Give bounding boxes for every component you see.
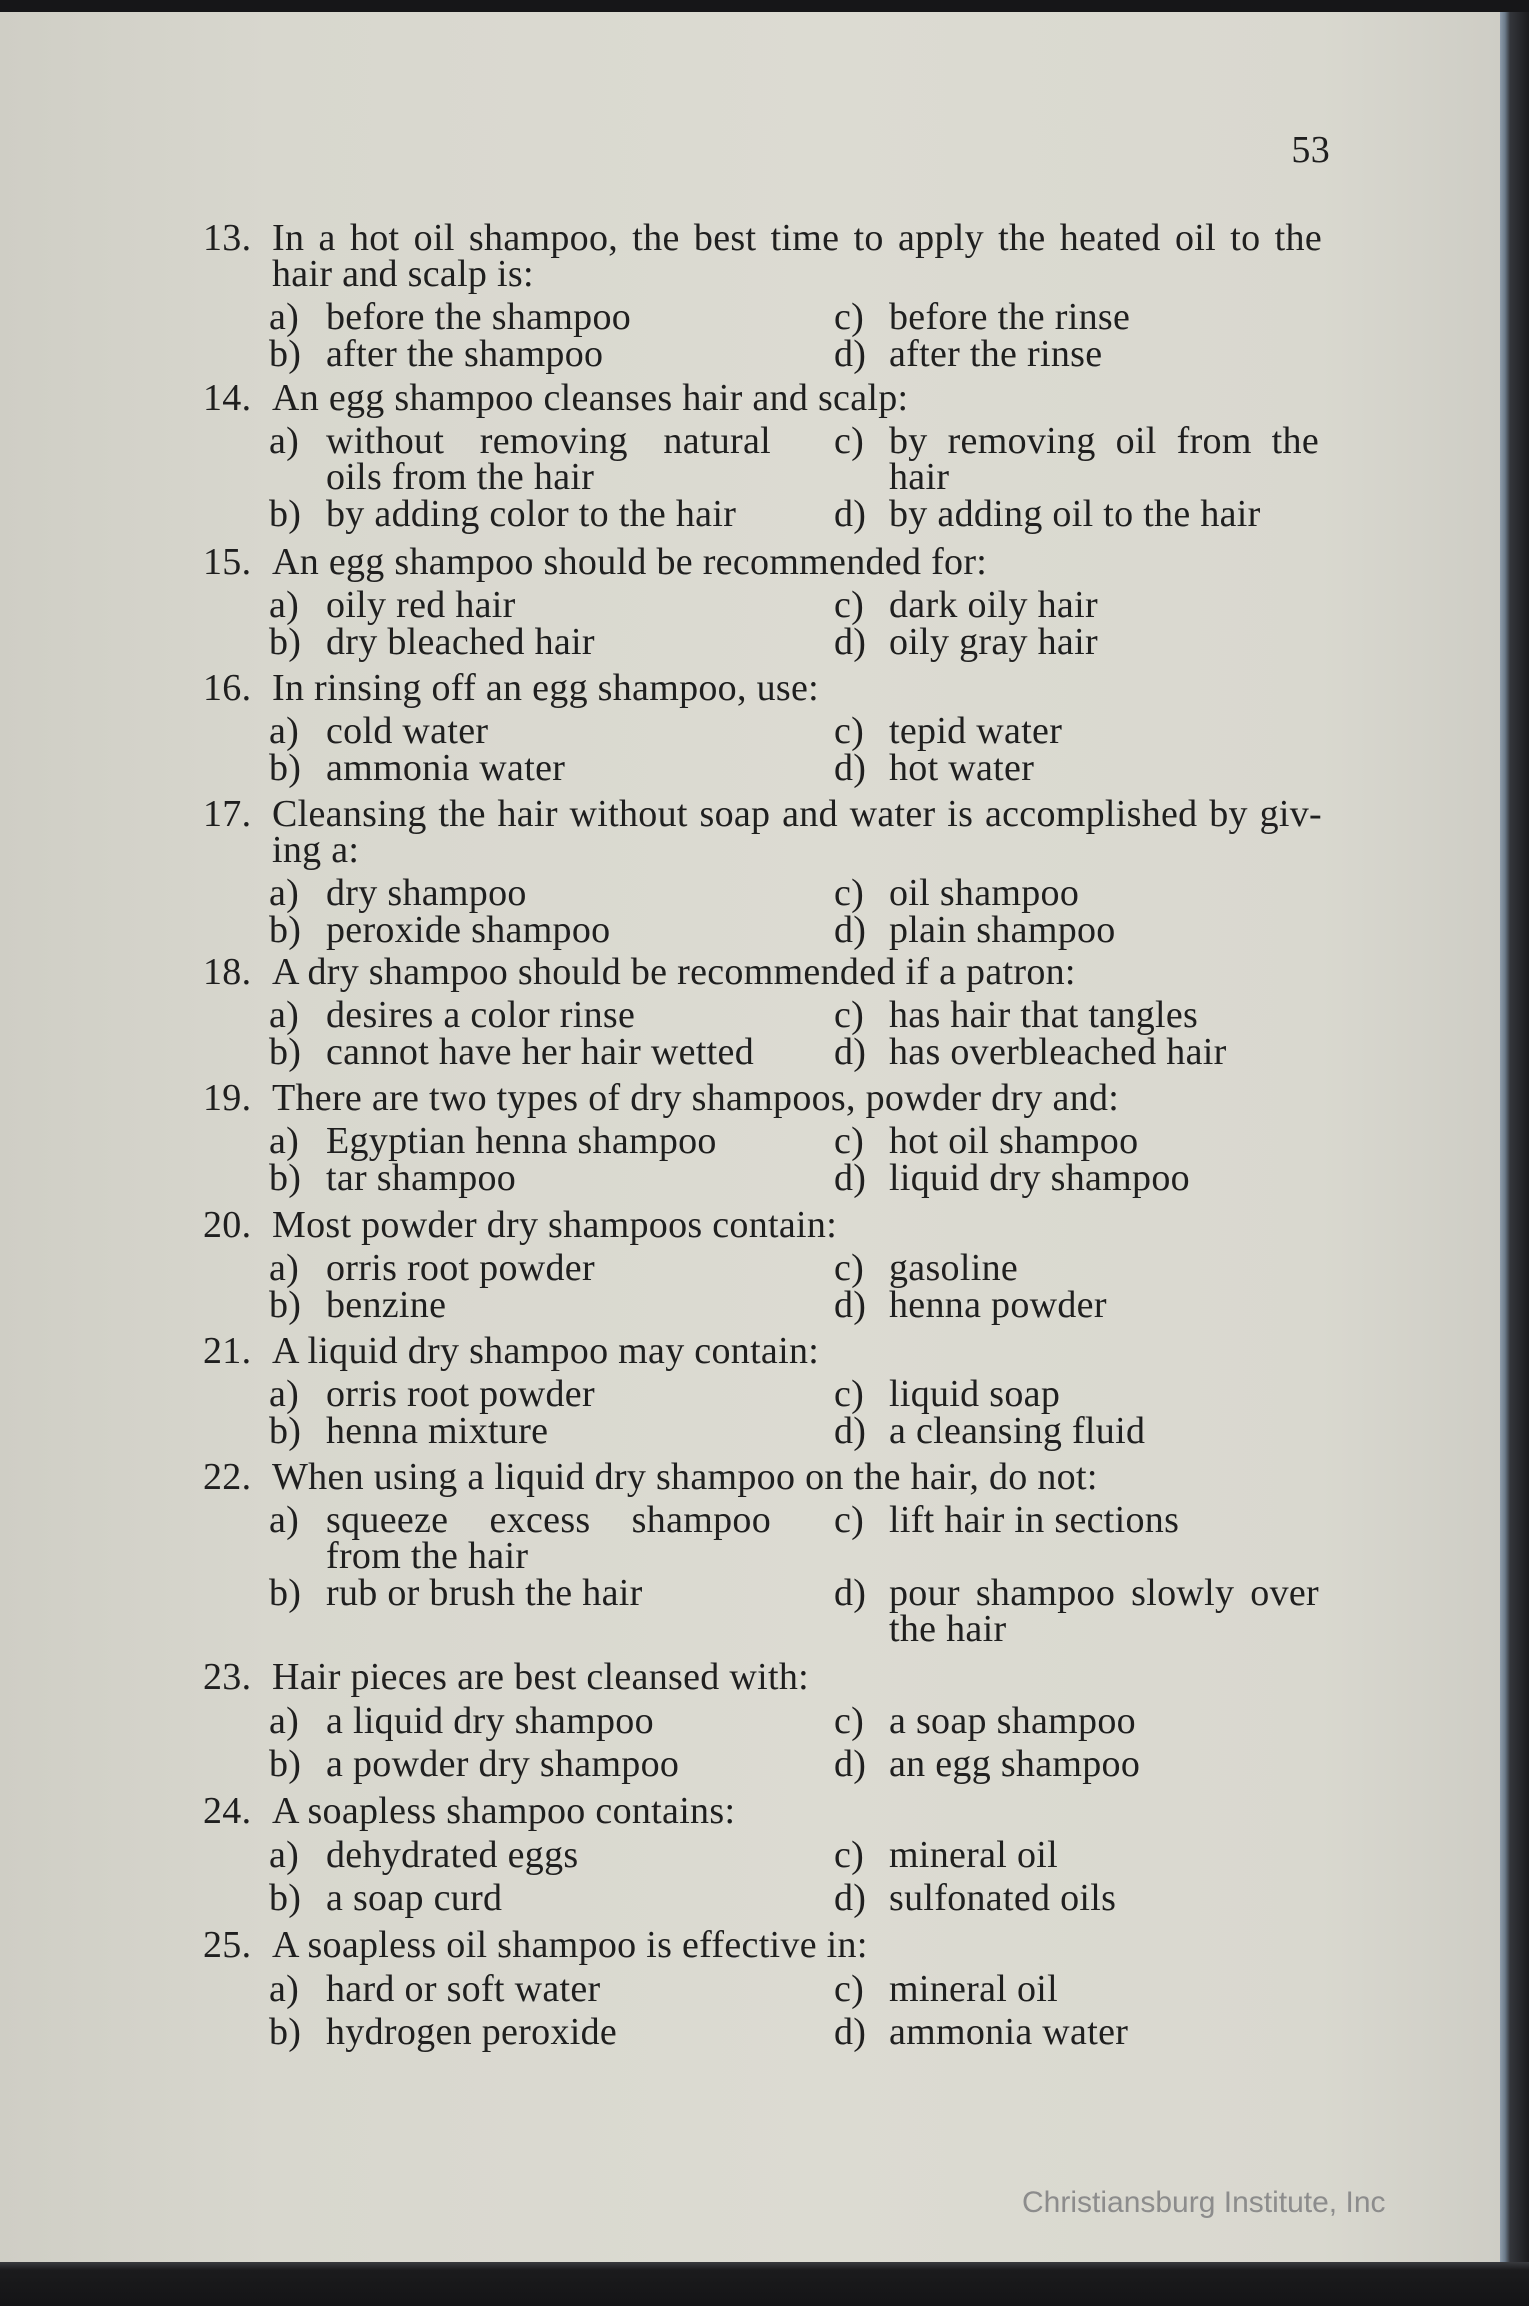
option-text: dehydrated eggs <box>326 1834 579 1876</box>
question-stem: In rinsing off an egg shampoo, use: <box>272 667 819 709</box>
answer-options <box>269 1247 1333 1326</box>
option-text: hydrogen peroxide <box>326 2011 618 2053</box>
option-letter: b) <box>269 1031 302 1073</box>
question-stem: There are two types of dry shampoos, powder dry and: <box>272 1077 1120 1119</box>
option-b <box>269 1284 834 1326</box>
question-stem: An egg shampoo should be recommended for: <box>272 541 988 583</box>
option-letter: d) <box>834 747 867 789</box>
option-letter: a) <box>269 1499 300 1541</box>
option-letter: b) <box>269 493 302 535</box>
answer-options <box>269 1834 1333 1919</box>
top-page-shadow <box>0 0 1529 12</box>
answer-options <box>269 296 1333 375</box>
option-text: cannot have her hair wetted <box>326 1031 755 1073</box>
option-text: oily red hair <box>326 584 516 626</box>
question-number: 21. <box>203 1330 252 1372</box>
answer-options <box>269 1373 1333 1452</box>
question-23 <box>203 1656 1333 1785</box>
option-c <box>834 584 1319 626</box>
option-text: a soap shampoo <box>889 1700 1136 1742</box>
option-letter: d) <box>834 2011 867 2053</box>
option-d <box>834 1743 1319 1785</box>
option-letter: d) <box>834 1157 867 1199</box>
option-text: dry shampoo <box>326 872 527 914</box>
option-d <box>834 1877 1319 1919</box>
option-text: lift hair in sections <box>889 1499 1180 1541</box>
option-text: squeeze excess shampoo from the hair <box>326 1499 771 1577</box>
option-d <box>834 333 1319 375</box>
option-letter: d) <box>834 1877 867 1919</box>
option-a <box>269 1120 834 1162</box>
question-stem: When using a liquid dry shampoo on the hair, do not: <box>272 1456 1098 1498</box>
option-c <box>834 420 1319 498</box>
option-a <box>269 296 834 338</box>
option-text: after the rinse <box>889 333 1103 375</box>
option-text: henna powder <box>889 1284 1107 1326</box>
question-18 <box>203 951 1333 1073</box>
option-text: has overbleached hair <box>889 1031 1227 1073</box>
option-letter: d) <box>834 333 867 375</box>
option-b <box>269 747 834 789</box>
option-b <box>269 1877 834 1919</box>
option-text: mineral oil <box>889 1968 1058 2010</box>
option-letter: a) <box>269 1247 300 1289</box>
option-text: by adding color to the hair <box>326 493 737 535</box>
option-b <box>269 493 834 535</box>
option-letter: c) <box>834 1499 865 1541</box>
option-c <box>834 1120 1319 1162</box>
option-b <box>269 1410 834 1452</box>
option-text: before the rinse <box>889 296 1131 338</box>
option-letter: c) <box>834 994 865 1036</box>
answer-options <box>269 420 1333 535</box>
option-text: oily gray hair <box>889 621 1098 663</box>
option-text: pour shampoo slowly over the hair <box>889 1572 1319 1650</box>
option-text: by removing oil from the hair <box>889 420 1319 498</box>
option-letter: b) <box>269 1157 302 1199</box>
question-stem: A soapless oil shampoo is effective in: <box>272 1924 868 1966</box>
option-letter: b) <box>269 1410 302 1452</box>
option-a <box>269 1968 834 2010</box>
question-number: 17. <box>203 793 252 835</box>
option-a <box>269 994 834 1036</box>
option-text: after the shampoo <box>326 333 604 375</box>
option-b <box>269 1157 834 1199</box>
option-letter: a) <box>269 1700 300 1742</box>
option-letter: b) <box>269 1877 302 1919</box>
option-text: rub or brush the hair <box>326 1572 643 1614</box>
option-letter: c) <box>834 420 865 462</box>
option-a <box>269 1499 834 1577</box>
option-text: benzine <box>326 1284 447 1326</box>
option-text: gasoline <box>889 1247 1019 1289</box>
option-b <box>269 1743 834 1785</box>
option-text: liquid soap <box>889 1373 1061 1415</box>
option-d <box>834 1157 1319 1199</box>
option-d <box>834 1572 1319 1650</box>
option-text: desires a color rinse <box>326 994 636 1036</box>
option-text: tepid water <box>889 710 1063 752</box>
question-number: 18. <box>203 951 252 993</box>
option-letter: d) <box>834 1031 867 1073</box>
option-c <box>834 1834 1319 1876</box>
question-number: 14. <box>203 377 252 419</box>
option-d <box>834 1031 1319 1073</box>
option-text: hot water <box>889 747 1035 789</box>
question-stem: In a hot oil shampoo, the best time to apply the heated oil to the hair and scalp is: <box>272 217 1322 295</box>
page-number: 53 <box>1291 129 1330 171</box>
option-c <box>834 1700 1319 1742</box>
question-14 <box>203 377 1333 535</box>
question-number: 19. <box>203 1077 252 1119</box>
option-letter: c) <box>834 1700 865 1742</box>
option-letter: c) <box>834 1834 865 1876</box>
option-d <box>834 747 1319 789</box>
option-a <box>269 872 834 914</box>
option-a <box>269 420 834 498</box>
option-letter: c) <box>834 296 865 338</box>
question-24 <box>203 1790 1333 1919</box>
option-letter: b) <box>269 1572 302 1614</box>
answer-options <box>269 710 1333 789</box>
option-letter: c) <box>834 872 865 914</box>
question-stem: Cleansing the hair without soap and water is accomplished by giv-ing a: <box>272 793 1322 871</box>
question-20 <box>203 1204 1333 1326</box>
option-a <box>269 1247 834 1289</box>
option-letter: a) <box>269 1968 300 2010</box>
option-text: without removing natural oils from the hair <box>326 420 771 498</box>
option-c <box>834 994 1319 1036</box>
option-letter: c) <box>834 1120 865 1162</box>
option-b <box>269 2011 834 2053</box>
option-text: a liquid dry shampoo <box>326 1700 654 1742</box>
option-text: has hair that tangles <box>889 994 1199 1036</box>
option-letter: a) <box>269 994 300 1036</box>
option-text: Egyptian henna shampoo <box>326 1120 717 1162</box>
question-16 <box>203 667 1333 789</box>
question-19 <box>203 1077 1333 1199</box>
option-c <box>834 1968 1319 2010</box>
option-letter: d) <box>834 1284 867 1326</box>
option-text: hot oil shampoo <box>889 1120 1139 1162</box>
option-text: by adding oil to the hair <box>889 493 1261 535</box>
option-letter: a) <box>269 1120 300 1162</box>
question-17 <box>203 793 1333 951</box>
question-number: 24. <box>203 1790 252 1832</box>
option-d <box>834 621 1319 663</box>
option-text: sulfonated oils <box>889 1877 1117 1919</box>
question-number: 25. <box>203 1924 252 1966</box>
option-text: dark oily hair <box>889 584 1098 626</box>
question-22 <box>203 1456 1333 1650</box>
option-c <box>834 1373 1319 1415</box>
option-a <box>269 1834 834 1876</box>
option-letter: b) <box>269 621 302 663</box>
option-letter: b) <box>269 909 302 951</box>
option-text: henna mixture <box>326 1410 549 1452</box>
option-b <box>269 1031 834 1073</box>
option-a <box>269 584 834 626</box>
question-number: 20. <box>203 1204 252 1246</box>
option-d <box>834 1284 1319 1326</box>
option-letter: a) <box>269 584 300 626</box>
question-21 <box>203 1330 1333 1452</box>
option-letter: b) <box>269 1284 302 1326</box>
option-d <box>834 493 1319 535</box>
option-letter: d) <box>834 909 867 951</box>
option-text: orris root powder <box>326 1373 595 1415</box>
question-stem: A dry shampoo should be recommended if a patron: <box>272 951 1076 993</box>
option-text: orris root powder <box>326 1247 595 1289</box>
option-c <box>834 296 1319 338</box>
option-letter: b) <box>269 333 302 375</box>
question-25 <box>203 1924 1333 2053</box>
option-letter: c) <box>834 584 865 626</box>
option-text: ammonia water <box>889 2011 1129 2053</box>
option-text: mineral oil <box>889 1834 1058 1876</box>
option-letter: c) <box>834 1968 865 2010</box>
question-number: 13. <box>203 217 252 259</box>
question-number: 15. <box>203 541 252 583</box>
option-letter: b) <box>269 747 302 789</box>
option-text: an egg shampoo <box>889 1743 1141 1785</box>
question-stem: Most powder dry shampoos contain: <box>272 1204 838 1246</box>
option-letter: b) <box>269 1743 302 1785</box>
option-text: a soap curd <box>326 1877 503 1919</box>
answer-options <box>269 1968 1333 2053</box>
option-letter: a) <box>269 296 300 338</box>
option-b <box>269 333 834 375</box>
option-c <box>834 710 1319 752</box>
option-text: liquid dry shampoo <box>889 1157 1190 1199</box>
option-text: cold water <box>326 710 489 752</box>
option-c <box>834 1247 1319 1289</box>
option-letter: d) <box>834 621 867 663</box>
question-number: 16. <box>203 667 252 709</box>
option-letter: a) <box>269 1373 300 1415</box>
option-letter: a) <box>269 1834 300 1876</box>
option-d <box>834 909 1319 951</box>
option-letter: d) <box>834 1743 867 1785</box>
answer-options <box>269 1120 1333 1199</box>
answer-options <box>269 994 1333 1073</box>
option-letter: d) <box>834 493 867 535</box>
question-stem: A liquid dry shampoo may contain: <box>272 1330 820 1372</box>
answer-options <box>269 1700 1333 1785</box>
question-stem: An egg shampoo cleanses hair and scalp: <box>272 377 909 419</box>
option-text: a powder dry shampoo <box>326 1743 680 1785</box>
option-text: hard or soft water <box>326 1968 601 2010</box>
option-a <box>269 1700 834 1742</box>
option-d <box>834 2011 1319 2053</box>
option-text: a cleansing fluid <box>889 1410 1146 1452</box>
page-bottom-edge <box>0 2262 1529 2306</box>
option-letter: a) <box>269 710 300 752</box>
question-number: 23. <box>203 1656 252 1698</box>
option-letter: a) <box>269 872 300 914</box>
option-text: peroxide shampoo <box>326 909 611 951</box>
option-c <box>834 872 1319 914</box>
answer-options <box>269 1499 1333 1650</box>
question-stem: Hair pieces are best cleansed with: <box>272 1656 809 1698</box>
option-text: dry bleached hair <box>326 621 595 663</box>
option-c <box>834 1499 1319 1541</box>
option-text: tar shampoo <box>326 1157 517 1199</box>
option-b <box>269 621 834 663</box>
option-letter: c) <box>834 710 865 752</box>
option-a <box>269 710 834 752</box>
option-b <box>269 909 834 951</box>
watermark: Christiansburg Institute, Inc <box>1022 2186 1386 2219</box>
option-d <box>834 1410 1319 1452</box>
option-text: plain shampoo <box>889 909 1116 951</box>
option-text: oil shampoo <box>889 872 1080 914</box>
option-letter: c) <box>834 1373 865 1415</box>
answer-options <box>269 872 1333 951</box>
option-text: ammonia water <box>326 747 566 789</box>
option-b <box>269 1572 834 1614</box>
option-letter: d) <box>834 1572 867 1614</box>
option-letter: d) <box>834 1410 867 1452</box>
option-letter: b) <box>269 2011 302 2053</box>
option-letter: c) <box>834 1247 865 1289</box>
answer-options <box>269 584 1333 663</box>
question-stem: A soapless shampoo contains: <box>272 1790 736 1832</box>
option-text: before the shampoo <box>326 296 632 338</box>
question-15 <box>203 541 1333 663</box>
question-number: 22. <box>203 1456 252 1498</box>
page-right-edge <box>1500 12 1529 2262</box>
question-13 <box>203 217 1333 375</box>
option-a <box>269 1373 834 1415</box>
option-letter: a) <box>269 420 300 462</box>
